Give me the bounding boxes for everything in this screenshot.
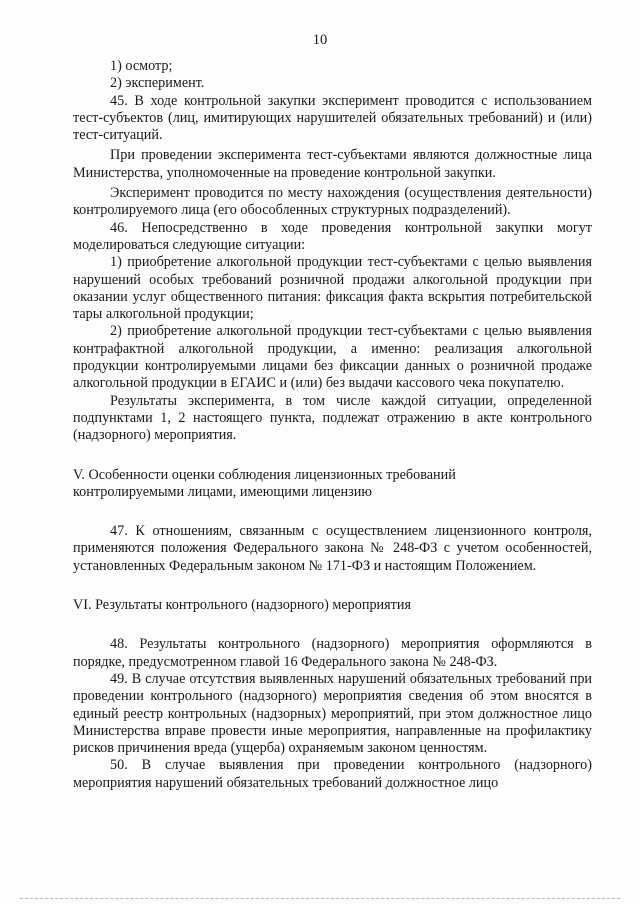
- page-number: 10: [312, 32, 328, 48]
- document-body: [73, 58, 592, 792]
- paragraph: 1) приобретение алкогольной продукции тест-субъектами с целью выявления нарушений особых требований розничной продажи алкогольной продукции при оказании услуг общественного питания: фиксация факта вскрытия потребительской тары алкогольной продукции;: [73, 254, 592, 323]
- paragraph: 49. В случае отсутствия выявленных нарушений обязательных требований при проведении контрольного (надзорного) мероприятия сведения об этом вносятся в единый реестр контрольных (надзорных) мероприятий, при этом должностное лицо Министерства вправе провести иные мероприятия, направленные на профилактику рисков причинения вреда (ущерба) охраняемым законом ценностям.: [73, 670, 592, 757]
- paragraph: 48. Результаты контрольного (надзорного) мероприятия оформляются в порядке, предусмотренном главой 16 Федерального закона № 248-ФЗ.: [73, 636, 592, 670]
- paragraph: Эксперимент проводится по месту нахождения (осуществления деятельности) контролируемого лица (его обособленных структурных подразделений).: [73, 185, 592, 219]
- bottom-divider: [20, 898, 620, 899]
- section-heading-line: контролируемыми лицами, имеющими лицензию: [73, 483, 372, 500]
- section-heading: VI. Результаты контрольного (надзорного) мероприятия: [73, 597, 411, 614]
- paragraph: 45. В ходе контрольной закупки эксперимент проводится с использованием тест-субъектов (лиц, имитирующих нарушителей обязательных требований) и (или) тест-ситуаций.: [73, 92, 592, 144]
- section-heading-line: V. Особенности оценки соблюдения лицензионных требований: [73, 466, 456, 483]
- paragraph: 47. К отношениям, связанным с осуществлением лицензионного контроля, применяются положения Федерального закона № 248-ФЗ с учетом особенностей, установленных Федеральным законом № 171-ФЗ и настоящим Положением.: [73, 523, 592, 574]
- paragraph: Результаты эксперимента, в том числе каждой ситуации, определенной подпунктами 1, 2 настоящего пункта, подлежат отражению в акте контрольного (надзорного) мероприятия.: [73, 392, 592, 444]
- list-item: 1) осмотр;: [110, 58, 173, 74]
- paragraph: При проведении эксперимента тест-субъектами являются должностные лица Министерства, уполномоченные на проведение контрольной закупки.: [73, 147, 592, 181]
- section-heading: [73, 467, 592, 502]
- paragraph: 2) приобретение алкогольной продукции тест-субъектами с целью выявления контрафактной алкогольной продукции, а именно: реализация алкогольной продукции контролируемыми лицами без фиксации данных о розничной продаже алкогольной продукции в ЕГАИС и (или) без выдачи кассового чека покупателю.: [73, 323, 592, 392]
- paragraph: 50. В случае выявления при проведении контрольного (надзорного) мероприятия нарушений обязательных требований должностное лицо: [73, 757, 592, 791]
- paragraph: 46. Непосредственно в ходе проведения контрольной закупки могут моделироваться следующие ситуации:: [73, 219, 592, 253]
- list-item: 2) эксперимент.: [110, 75, 205, 92]
